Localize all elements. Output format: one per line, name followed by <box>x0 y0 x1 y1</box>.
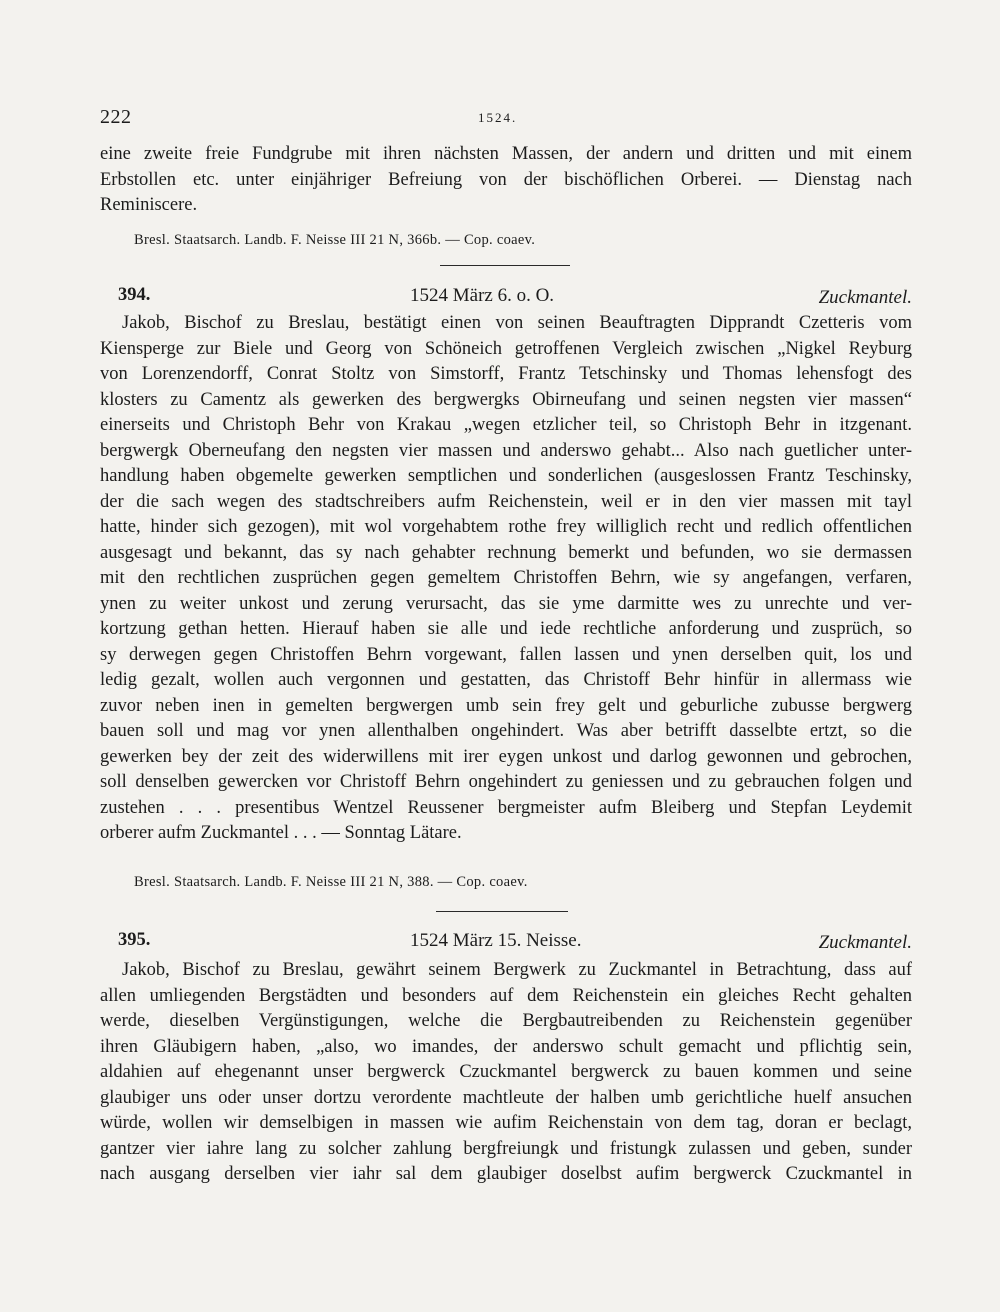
text-line: aldahien auf ehegenannt unser bergwerck Czuckmantel bergwerck zu bauen kommen und seine <box>100 1062 912 1082</box>
text-line: Kiensperge zur Biele und Georg von Schöneich getroffenen Vergleich zwischen „Nigkel Reyburg <box>100 338 912 359</box>
text-line: bergwergk Oberneufang den negsten vier massen und anderswo gehabt... Also nach guetlicher unter- <box>100 440 912 461</box>
text-line: Reminiscere. <box>100 195 198 215</box>
page-header <box>100 106 912 134</box>
text-line: hatte, hinder sich gezogen), mit wol vorgehabtem rothe frey williglich recht und redlich offentlichen <box>100 517 912 537</box>
text-line: gantzer vier iahre lang zu solcher zahlung bergfreiungk und fristungk zulassen und geben, sunder <box>100 1138 912 1159</box>
text-line: von Lorenzendorff, Conrat Stoltz von Simstorff, Frantz Tetschinsky und Thomas lehensfogt des <box>100 364 912 384</box>
text-line: ihren Gläubigern haben, „also, wo imandes, der anderswo schult gemacht und pflichtig sein, <box>100 1036 912 1057</box>
section-divider <box>436 911 568 912</box>
text-line: handlung haben obgemelte gewerken semptlichen und sonderlichen (ausgeslossen Frantz Teschinsky, <box>100 466 912 486</box>
document-body-395 <box>100 958 912 1188</box>
document-heading-395 <box>100 930 912 958</box>
text-line: ynen zu weiter unkost und zerung verursacht, das sie yme darmitte wes zu unrechte und ver- <box>100 593 912 614</box>
text-line: glaubiger uns oder unser dortzu verordente machtleute der halben umb gerichtliche huelf ansuchen <box>100 1087 912 1108</box>
text-line: ausgesagt und bekannt, das sy nach gehabter rechnung bemerkt und befunden, wo sie dermassen <box>100 542 912 563</box>
text-line: bauen soll und mag vor ynen allenthalben ongehindert. Was aber betrifft dasselbte ertzt, so die <box>100 721 912 741</box>
document-body-394 <box>100 311 912 847</box>
text-line: Jakob, Bischof zu Breslau, gewährt seinem Bergwerk zu Zuckmantel in Betrachtung, dass auf <box>122 960 912 980</box>
section-divider <box>440 265 570 266</box>
text-line: würde, wollen wir demselbigen in massen wie aufim Reichenstain von dem tag, doran er beclagt, <box>100 1113 912 1133</box>
text-line: soll denselben gewercken vor Christoff Behrn ongehindert zu geniessen und zu gebrauchen folgen und <box>100 772 912 792</box>
text-line: klosters zu Camentz als gewerken des bergwergks Obirneufang und seinen negsten vier massen“ <box>100 389 912 410</box>
text-line: werde, dieselben Vergünstigungen, welche die Bergbautreibenden zu Reichenstein gegenüber <box>100 1011 912 1031</box>
source-citation: Bresl. Staatsarch. Landb. F. Neisse III 21 N, 366b. — Cop. coaev. <box>134 232 536 248</box>
page-number: 222 <box>100 106 132 128</box>
text-line: eine zweite freie Fundgrube mit ihren nächsten Massen, der andern und dritten und mit einem <box>100 144 912 164</box>
source-citation: Bresl. Staatsarch. Landb. F. Neisse III 21 N, 388. — Cop. coaev. <box>134 874 528 890</box>
text-line: mit den rechtlichen zusprüchen gegen gemeltem Christoffen Behrn, wie sy angefangen, verfaren, <box>100 568 912 588</box>
document-date: 1524 März 6. o. O. <box>410 285 555 306</box>
intro-text <box>100 142 912 219</box>
text-line: einerseits und Christoph Behr von Krakau „wegen etzlicher teil, so Christoph Behr in itzgenant. <box>100 415 912 435</box>
text-line: Jakob, Bischof zu Breslau, bestätigt einen von seinen Beauftragten Dipprandt Czetteris vom <box>122 313 912 333</box>
text-line: allen umliegenden Bergstädten und besonders auf dem Reichenstein ein gleiches Recht gehalten <box>100 985 912 1006</box>
text-line: zuvor neben inen in gemelten bergwergen umb sein frey gelt und geburliche zubusse bergwerg <box>100 695 912 716</box>
text-line: Erbstollen etc. unter einjähriger Befreiung von der bischöflichen Orberei. — Dienstag nach <box>100 169 912 190</box>
document-date: 1524 März 15. Neisse. <box>410 930 582 951</box>
document-heading-394 <box>100 285 912 313</box>
document-number: 394. <box>118 285 151 305</box>
text-line: nach ausgang derselben vier iahr sal dem glaubiger doselbst aufim bergwerck Czuckmantel in <box>100 1164 912 1184</box>
running-head-year: 1524. <box>478 110 518 125</box>
text-line: der die sach wegen des stadtschreibers aufm Reichenstein, weil er in den vier massen mit tayl <box>100 491 912 512</box>
text-line: kortzung gethan hetten. Hierauf haben sie alle und iede rechtliche anforderung und zusprüch, so <box>100 619 912 639</box>
document-number: 395. <box>118 930 151 950</box>
text-line: ledig gezalt, wollen auch vergonnen und gestatten, das Christoff Behr hinfür in allermass wie <box>100 670 912 690</box>
text-line: gewerken bey der zeit des widerwillens mit irer eygen unkost und darlog gewonnen und gebrochen, <box>100 746 912 767</box>
text-line: sy derwegen gegen Christoffen Behrn vorgewant, fallen lassen und ynen derselben quit, los und <box>100 644 912 665</box>
text-line: zustehen . . . presentibus Wentzel Reussener bergmeister aufm Bleiberg und Stepfan Leydemit <box>100 797 912 818</box>
document-place: Zuckmantel. <box>818 932 912 953</box>
document-place: Zuckmantel. <box>818 287 912 308</box>
text-line: orberer aufm Zuckmantel . . . — Sonntag Lätare. <box>100 823 462 843</box>
